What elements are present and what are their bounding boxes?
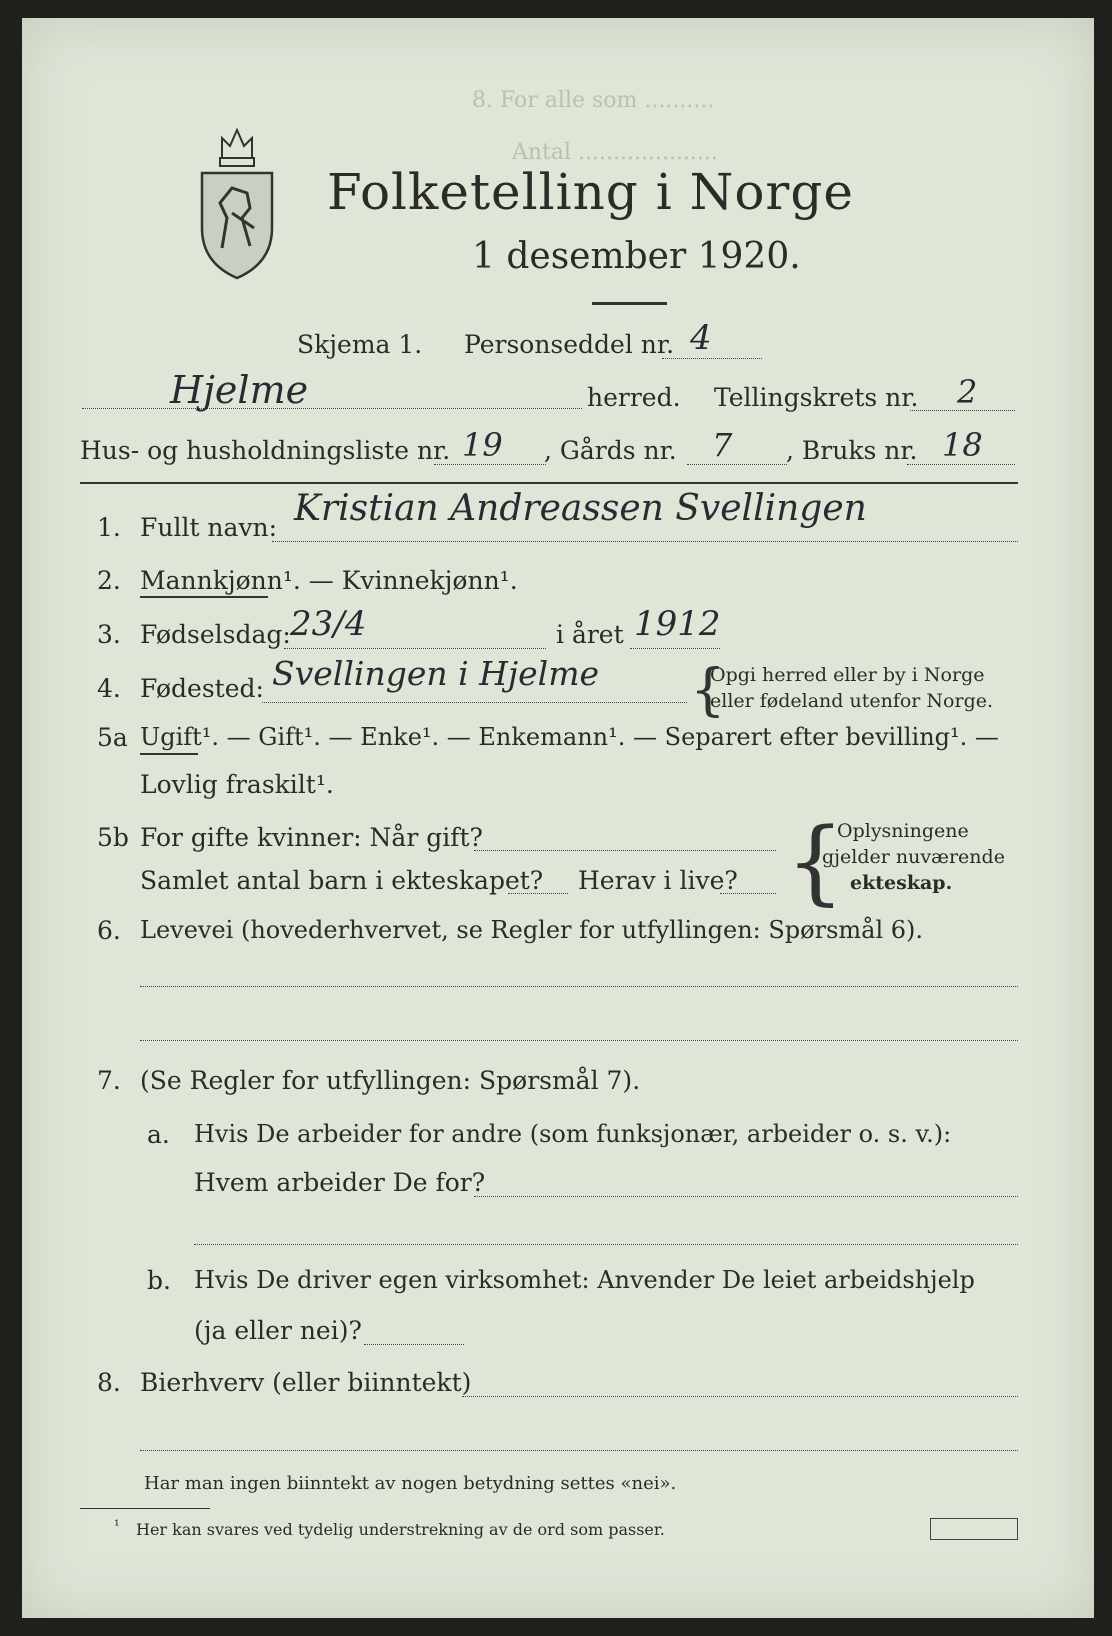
married-when-field[interactable]	[474, 850, 776, 851]
side-income-field-line2[interactable]	[140, 1450, 1018, 1451]
children-count-field[interactable]	[508, 893, 568, 894]
employer-field[interactable]	[474, 1196, 1018, 1197]
children-alive-field[interactable]	[720, 893, 776, 894]
q8-label: Bierhverv (eller biinntekt)	[140, 1368, 472, 1397]
husliste-label: Hus- og husholdningsliste nr.	[80, 436, 451, 465]
birth-year-value: 1912	[634, 604, 721, 644]
bruks-field[interactable]	[907, 464, 1015, 465]
footer-note: Har man ingen biinntekt av nogen betydning settes «nei».	[144, 1473, 677, 1494]
bruks-value: 18	[942, 426, 983, 464]
q4-number: 4.	[97, 674, 121, 703]
herred-value: Hjelme	[170, 368, 309, 412]
brace-icon: {	[690, 658, 726, 723]
q7b-number: b.	[147, 1266, 171, 1295]
q1-number: 1.	[97, 513, 121, 542]
q7b-label: Hvis De driver egen virksomhet: Anvender De leiet arbeidshjelp	[194, 1266, 975, 1294]
footnote-marker: ¹	[114, 1518, 120, 1534]
gards-field[interactable]	[687, 464, 787, 465]
q6-number: 6.	[97, 916, 121, 945]
q7a-number: a.	[147, 1120, 170, 1149]
gender-underline-mark	[140, 596, 268, 598]
q4-label: Fødested:	[140, 674, 264, 703]
herred-label: herred.	[587, 383, 681, 412]
occupation-field-line1[interactable]	[140, 986, 1018, 987]
q1-label: Fullt navn:	[140, 513, 278, 542]
census-form	[22, 18, 1094, 1618]
year-label: i året	[556, 620, 624, 649]
q5b-alive-label: Herav i live?	[578, 866, 738, 895]
q5b-label: For gifte kvinner: Når gift?	[140, 823, 483, 852]
personseddel-field[interactable]	[662, 358, 762, 359]
occupation-field-line2[interactable]	[140, 1040, 1018, 1041]
schema-label: Skjema 1.	[297, 330, 423, 359]
tellingskrets-value: 2	[957, 373, 978, 411]
q7a-label: Hvis De arbeider for andre (som funksjonær, arbeider o. s. v.):	[194, 1120, 952, 1148]
q8-number: 8.	[97, 1368, 121, 1397]
birthday-value: 23/4	[290, 604, 367, 644]
hired-help-field[interactable]	[364, 1344, 464, 1345]
bruks-label: , Bruks nr.	[786, 436, 918, 465]
husliste-field[interactable]	[434, 464, 546, 465]
brace-icon: {	[786, 808, 845, 915]
gards-value: 7	[712, 426, 733, 464]
q5b-number: 5b	[97, 823, 129, 852]
q2-number: 2.	[97, 566, 121, 595]
gards-label: , Gårds nr.	[544, 436, 677, 465]
birthplace-field[interactable]	[262, 702, 687, 703]
q3-number: 3.	[97, 620, 121, 649]
q2-gender-options[interactable]: Mannkjønn¹. — Kvinnekjønn¹.	[140, 566, 518, 595]
q5a-marital-options[interactable]: Ugift¹. — Gift¹. — Enke¹. — Enkemann¹. — Separert efter bevilling¹. —	[140, 723, 999, 751]
q7-number: 7.	[97, 1066, 121, 1095]
full-name-field[interactable]	[272, 541, 1018, 542]
personseddel-value: 4	[690, 318, 712, 358]
husliste-value: 19	[462, 426, 503, 464]
census-date: 1 desember 1920.	[472, 236, 801, 277]
birth-year-field[interactable]	[630, 648, 720, 649]
q3-label: Fødselsdag:	[140, 620, 291, 649]
q5a-number: 5a	[97, 723, 128, 752]
personseddel-label: Personseddel nr.	[464, 330, 675, 359]
tellingskrets-label: Tellingskrets nr.	[714, 383, 919, 412]
herred-field[interactable]	[82, 408, 582, 409]
title-rule	[592, 302, 667, 305]
section-divider	[80, 482, 1018, 484]
full-name-value: Kristian Andreassen Svellingen	[294, 488, 867, 529]
bleed-through-text: Antal ....................	[512, 140, 718, 165]
birthday-field[interactable]	[284, 648, 546, 649]
q7-label: (Se Regler for utfyllingen: Spørsmål 7).	[140, 1066, 641, 1095]
q5a-label-line2[interactable]: Lovlig fraskilt¹.	[140, 770, 334, 799]
employer-field-line2[interactable]	[194, 1244, 1018, 1245]
footnote-text: Her kan svares ved tydelig understrekning av de ord som passer.	[136, 1520, 665, 1539]
q5b-children-label: Samlet antal barn i ekteskapet?	[140, 866, 544, 895]
q7b-label-line2: (ja eller nei)?	[194, 1316, 362, 1345]
birthplace-value: Svellingen i Hjelme	[272, 654, 600, 693]
q4-note-line1: Opgi herred eller by i Norge	[710, 664, 985, 686]
side-income-field[interactable]	[462, 1396, 1018, 1397]
form-title: Folketelling i Norge	[327, 163, 854, 221]
q4-note-line2: eller fødeland utenfor Norge.	[710, 690, 994, 712]
q6-label: Levevei (hovederhvervet, se Regler for utfyllingen: Spørsmål 6).	[140, 916, 924, 944]
q7a-employer-label: Hvem arbeider De for?	[194, 1168, 486, 1197]
bleed-through-text: 8. For alle som ..........	[472, 88, 715, 113]
norway-coat-of-arms-icon	[192, 118, 282, 283]
q5b-note-line2: gjelder nuværende	[822, 846, 1005, 868]
marital-underline-mark	[140, 753, 198, 755]
printer-stamp	[930, 1518, 1018, 1540]
footnote-divider	[80, 1508, 210, 1509]
q5b-note-line1: Oplysningene	[837, 820, 969, 842]
q5b-note-line3: ekteskap.	[850, 872, 953, 894]
